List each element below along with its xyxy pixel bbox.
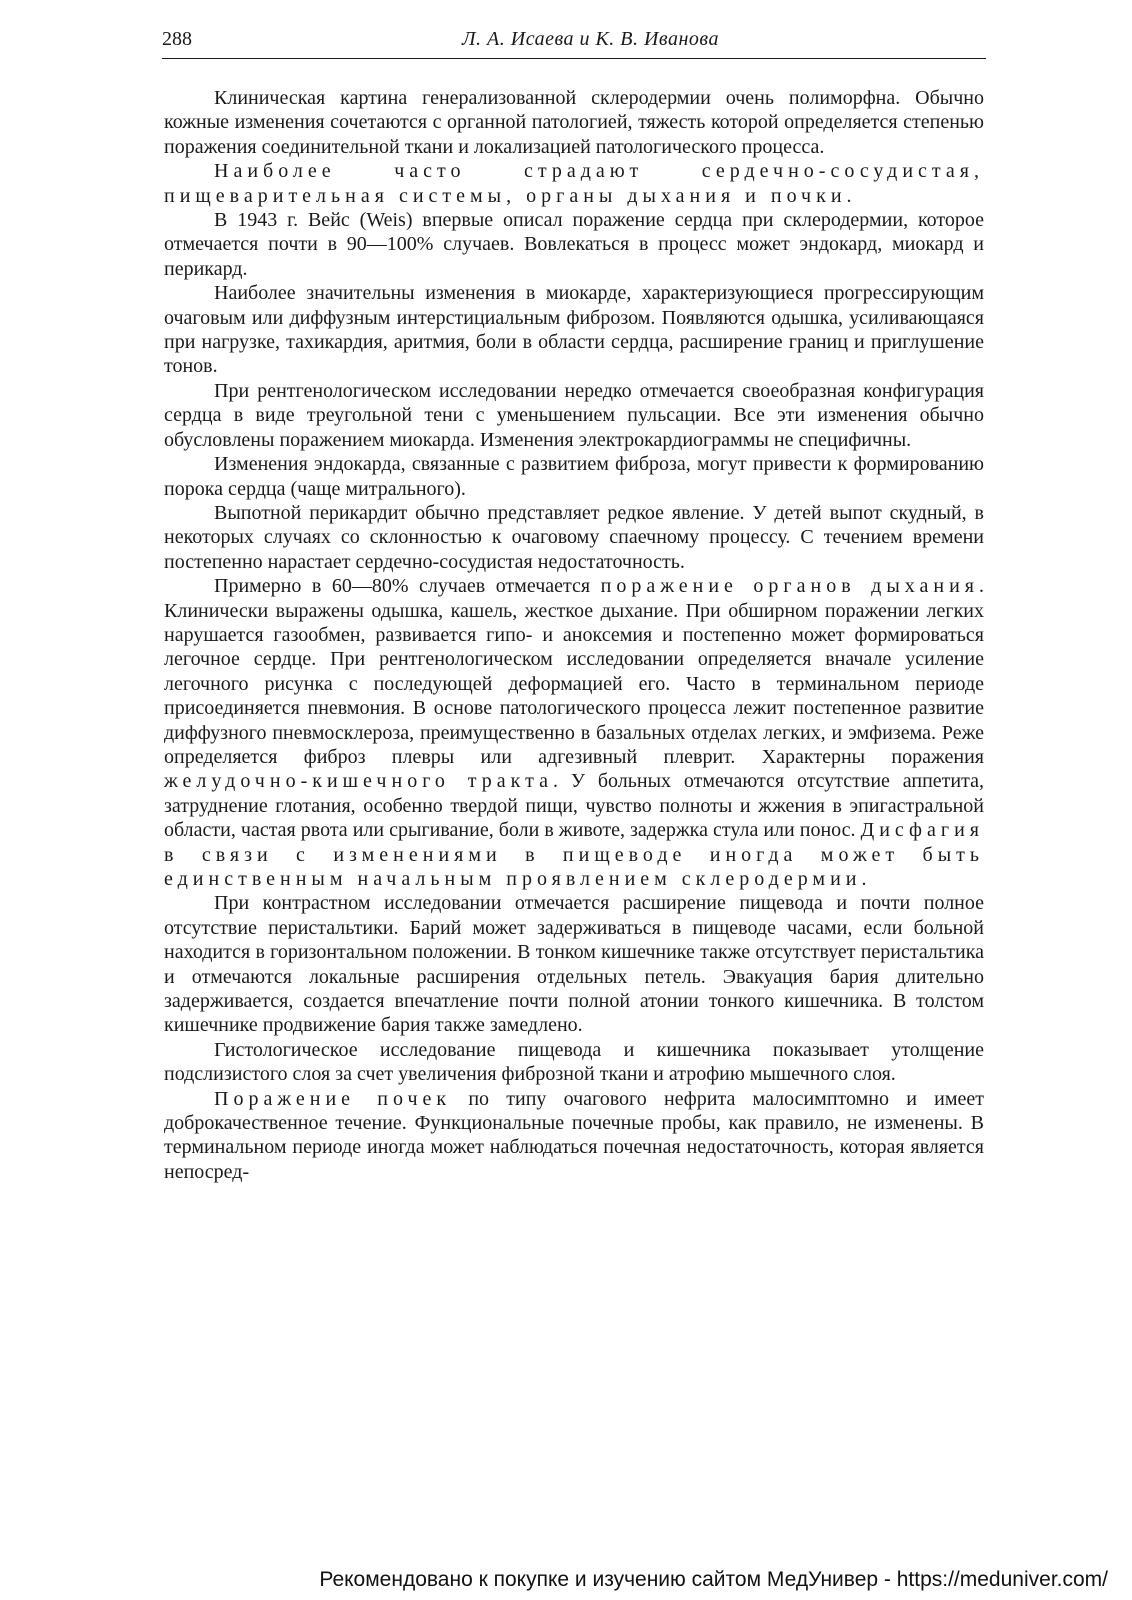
paragraph-affected-systems: Наиболее часто страдают сердечно-сосудистая, пищеварительная системы, органы дыхания и почки. (164, 160, 984, 207)
paragraph-contrast-study: При контрастном исследовании отмечается расширение пищевода и почти полное отсутствие перистальтики. Барий может задерживаться в пищеводе часами, если больной находится в горизонтальном положении. В тонком кишечнике также отсутствует перистальтика и отмечаются локальные расширения отдельных петель. Эвакуация бария длительно задерживается, создается впечатление почти полной атонии тонкого кишечника. В толстом кишечнике продвижение бария также замедлено. (164, 892, 984, 1037)
paragraph-kidneys: Поражение почек по типу очагового нефрита малосимптомно и имеет доброкачественное течение. Функциональные почечные пробы, как правило, не изменены. В терминальном периоде иногда может наблюдаться почечная недостаточность, которая является непосред- (164, 1087, 985, 1183)
paragraph-endocardium: Изменения эндокарда, связанные с развитием фиброза, могут привести к формированию порока сердца (чаще митрального). (164, 453, 984, 500)
paragraph-weis-1943: В 1943 г. Вейс (Weis) впервые описал поражение сердца при склеродермии, которое отмечается почти в 90—100% случаев. Вовлекаться в процесс может эндокард, миокард и перикард. (164, 209, 984, 280)
paragraph-pericarditis: Выпотной перикардит обычно представляет редкое явление. У детей выпот скудный, в некоторых случаях со склонностью к очаговому спаечному процессу. С течением времени постепенно нарастает сердечно-сосудистая недостаточность. (164, 501, 984, 573)
body-text (164, 86, 984, 1184)
page-header (162, 28, 986, 59)
paragraph-histology: Гистологическое исследование пищевода и кишечника показывает утолщение подслизистого слоя за счет увеличения фиброзной ткани и атрофию мышечного слоя. (164, 1038, 984, 1086)
running-head: Л. А. Исаева и К. В. Иванова (462, 28, 719, 50)
paragraph-respiratory-gi: Примерно в 60—80% случаев отмечается поражение органов дыхания. Клинически выражены одышка, кашель, жесткое дыхание. При обширном поражении легких нарушается газообмен, развивается гипо- и аноксемия и постепенно может формироваться легочное сердце. При рентгенологическом исследовании определяется вначале усиление легочного рисунка с последующей деформацией его. Часто в терминальном периоде присоединяется пневмония. В основе патологического процесса лежит постепенное развитие диффузного пневмосклероза, преимущественно в базальных отделах легких, и эмфизема. Реже определяется фиброз плевры или адгезивный плеврит. Характерны поражения желудочно-кишечного тракта. У больных отмечаются отсутствие аппетита, затруднение глотания, особенно твердой пищи, чувство полноты и жжения в эпигастральной области, частая рвота или срыгивание, боли в животе, задержка стула или понос. Дисфагия в связи с изменениями в пищеводе иногда может быть единственным начальным проявлением склеродермии. (164, 575, 985, 890)
footer-watermark: Рекомендовано к покупке и изучению сайтом МедУнивер - https://meduniver.com/ (319, 1568, 1108, 1591)
paragraph-clinical-picture: Клиническая картина генерализованной склеродермии очень полиморфна. Обычно кожные изменения сочетаются с органной патологией, тяжесть которой определяется степенью поражения соединительной ткани и локализацией патологического процесса. (164, 87, 984, 158)
paragraph-xray-heart: При рентгенологическом исследовании нередко отмечается своеобразная конфигурация сердца в виде треугольной тени с уменьшением пульсации. Все эти изменения обычно обусловлены поражением миокарда. Изменения электрокардиограммы не специфичны. (164, 379, 984, 451)
paragraph-myocardium: Наиболее значительны изменения в миокарде, характеризующиеся прогрессирующим очаговым или диффузным интерстициальным фиброзом. Появляются одышка, усиливающаяся при нагрузке, тахикардия, аритмия, боли в области сердца, расширение границ и приглушение тонов. (164, 282, 984, 378)
page-number: 288 (162, 28, 192, 50)
